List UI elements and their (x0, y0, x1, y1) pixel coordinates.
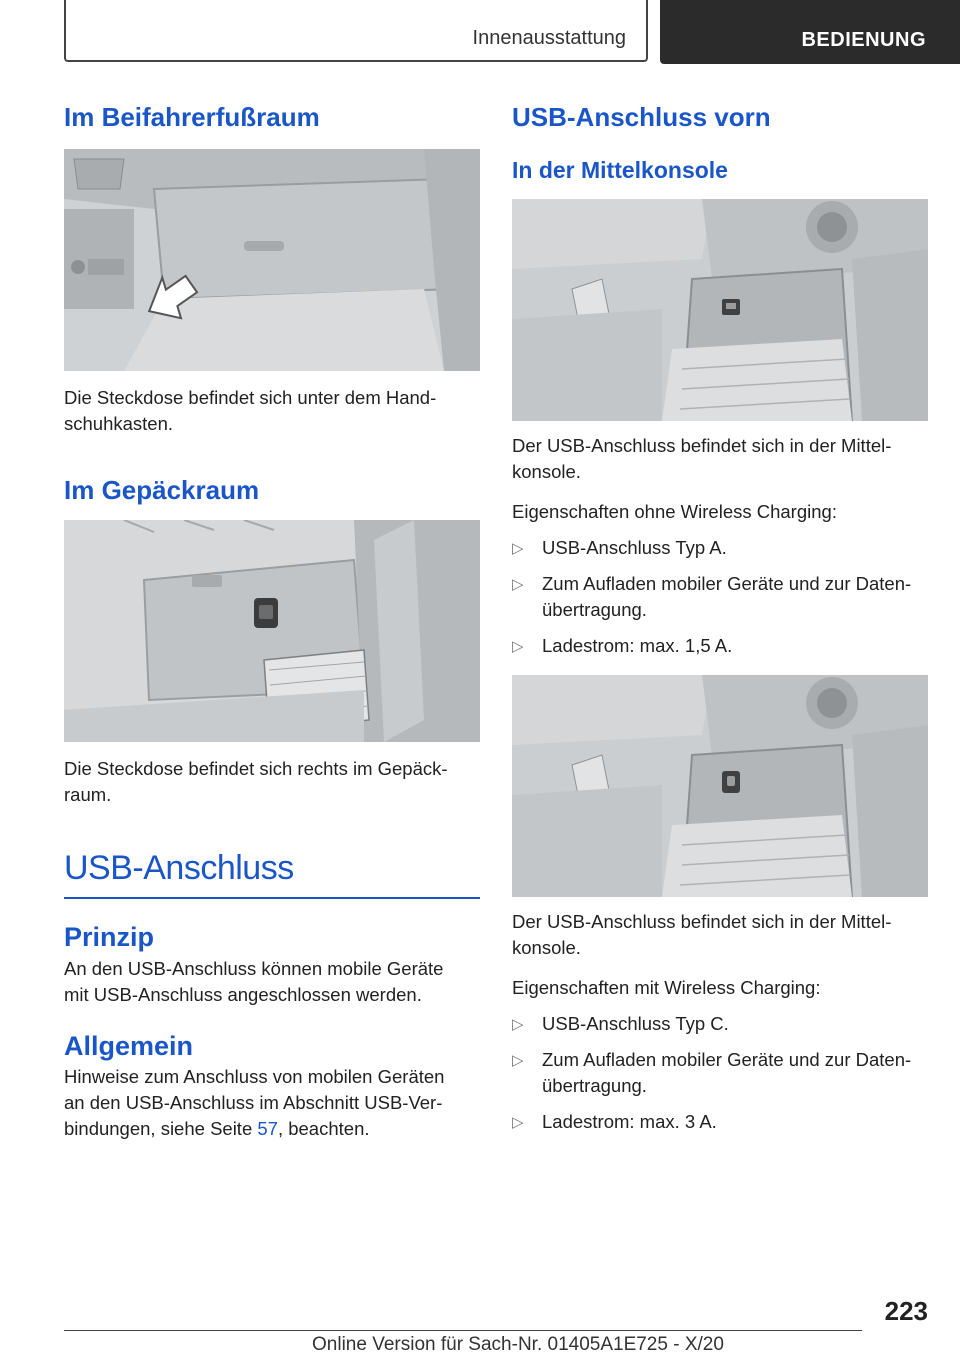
page-number: 223 (884, 1296, 928, 1326)
header-section-tab (64, 0, 648, 62)
text-beifahrer-line2: schuhkasten. (64, 413, 174, 435)
list-item (512, 535, 928, 561)
text-gepaeck-line2: raum. (64, 784, 112, 806)
text-eigenschaften-ohne: Eigenschaften ohne Wireless Charging: (512, 500, 837, 522)
console-illustration-1 (512, 199, 928, 421)
triangle-bullet-icon: ▷ (512, 575, 524, 593)
image-glovebox-socket (64, 149, 480, 371)
footer-text: Online Version für Sach-Nr. 01405A1E725 - X/20 (312, 1334, 724, 1355)
text-allgemein-line2: an den USB-Anschluss im Abschnitt USB-Ver- (64, 1091, 443, 1113)
text-allgemein-line3 (64, 1116, 480, 1142)
list-item (512, 1109, 928, 1135)
page-header (64, 0, 960, 66)
list-item (512, 1047, 928, 1099)
heading-usb-anschluss: USB-Anschluss (64, 848, 480, 899)
heading-beifahrerfussraum: Im Beifahrerfußraum (64, 102, 320, 132)
text-mittel1-line2: konsole. (512, 460, 581, 482)
text-allgemein-line3-end: , beachten. (277, 1117, 370, 1139)
image-console-usb-a (512, 199, 928, 421)
left-column (64, 100, 480, 1142)
list-item-text: Ladestrom: max. 3 A. (542, 1110, 717, 1132)
footer-divider (64, 1330, 862, 1331)
list-item-text: USB-Anschluss Typ A. (542, 536, 727, 558)
text-allgemein-line3-start: bindungen, siehe Seite (64, 1117, 253, 1139)
page-link-57[interactable]: 57 (257, 1117, 278, 1139)
list-item (512, 633, 928, 659)
triangle-bullet-icon: ▷ (512, 539, 524, 557)
header-chapter-title: BEDIENUNG (801, 29, 926, 51)
list-ohne-wireless (512, 535, 928, 659)
heading-usb-vorn: USB-Anschluss vorn (512, 102, 771, 132)
text-eigenschaften-mit: Eigenschaften mit Wireless Charging: (512, 976, 821, 998)
right-column (512, 100, 928, 1145)
list-item-text: Ladestrom: max. 1,5 A. (542, 634, 733, 656)
heading-mittelkonsole: In der Mittelkonsole (512, 157, 728, 184)
heading-gepaeckraum: Im Gepäckraum (64, 475, 260, 506)
console-illustration-2 (512, 675, 928, 897)
text-allgemein-line1: Hinweise zum Anschluss von mobilen Geräten (64, 1065, 445, 1087)
image-console-usb-c (512, 675, 928, 897)
image-trunk-socket (64, 520, 480, 742)
heading-allgemein: Allgemein (64, 1030, 194, 1061)
text-prinzip-line2: mit USB-Anschluss angeschlossen werden. (64, 983, 422, 1005)
glovebox-illustration (64, 149, 480, 371)
trunk-illustration (64, 520, 480, 742)
triangle-bullet-icon: ▷ (512, 1015, 524, 1033)
text-mittel1-line1: Der USB-Anschluss befindet sich in der Mittel- (512, 434, 892, 456)
text-beifahrer-line1: Die Steckdose befindet sich unter dem Hand- (64, 387, 437, 409)
list-item-text: Zum Aufladen mobiler Geräte und zur Daten- (542, 572, 912, 594)
list-item (512, 571, 928, 623)
list-mit-wireless (512, 1011, 928, 1135)
triangle-bullet-icon: ▷ (512, 1113, 524, 1131)
heading-prinzip: Prinzip (64, 922, 155, 953)
text-mittel2-line1: Der USB-Anschluss befindet sich in der Mittel- (512, 910, 892, 932)
text-mittel2-line2: konsole. (512, 936, 581, 958)
text-gepaeck-line1: Die Steckdose befindet sich rechts im Gepäck- (64, 758, 448, 780)
header-section-title: Innenausstattung (472, 27, 626, 49)
header-chapter-tab (660, 0, 960, 64)
text-prinzip-line1: An den USB-Anschluss können mobile Geräte (64, 957, 444, 979)
triangle-bullet-icon: ▷ (512, 1051, 524, 1069)
list-item-text: Zum Aufladen mobiler Geräte und zur Daten- (542, 1048, 912, 1070)
triangle-bullet-icon: ▷ (512, 637, 524, 655)
list-item-text-cont: übertragung. (542, 598, 647, 620)
list-item-text: USB-Anschluss Typ C. (542, 1012, 729, 1034)
list-item (512, 1011, 928, 1037)
list-item-text-cont: übertragung. (542, 1074, 647, 1096)
